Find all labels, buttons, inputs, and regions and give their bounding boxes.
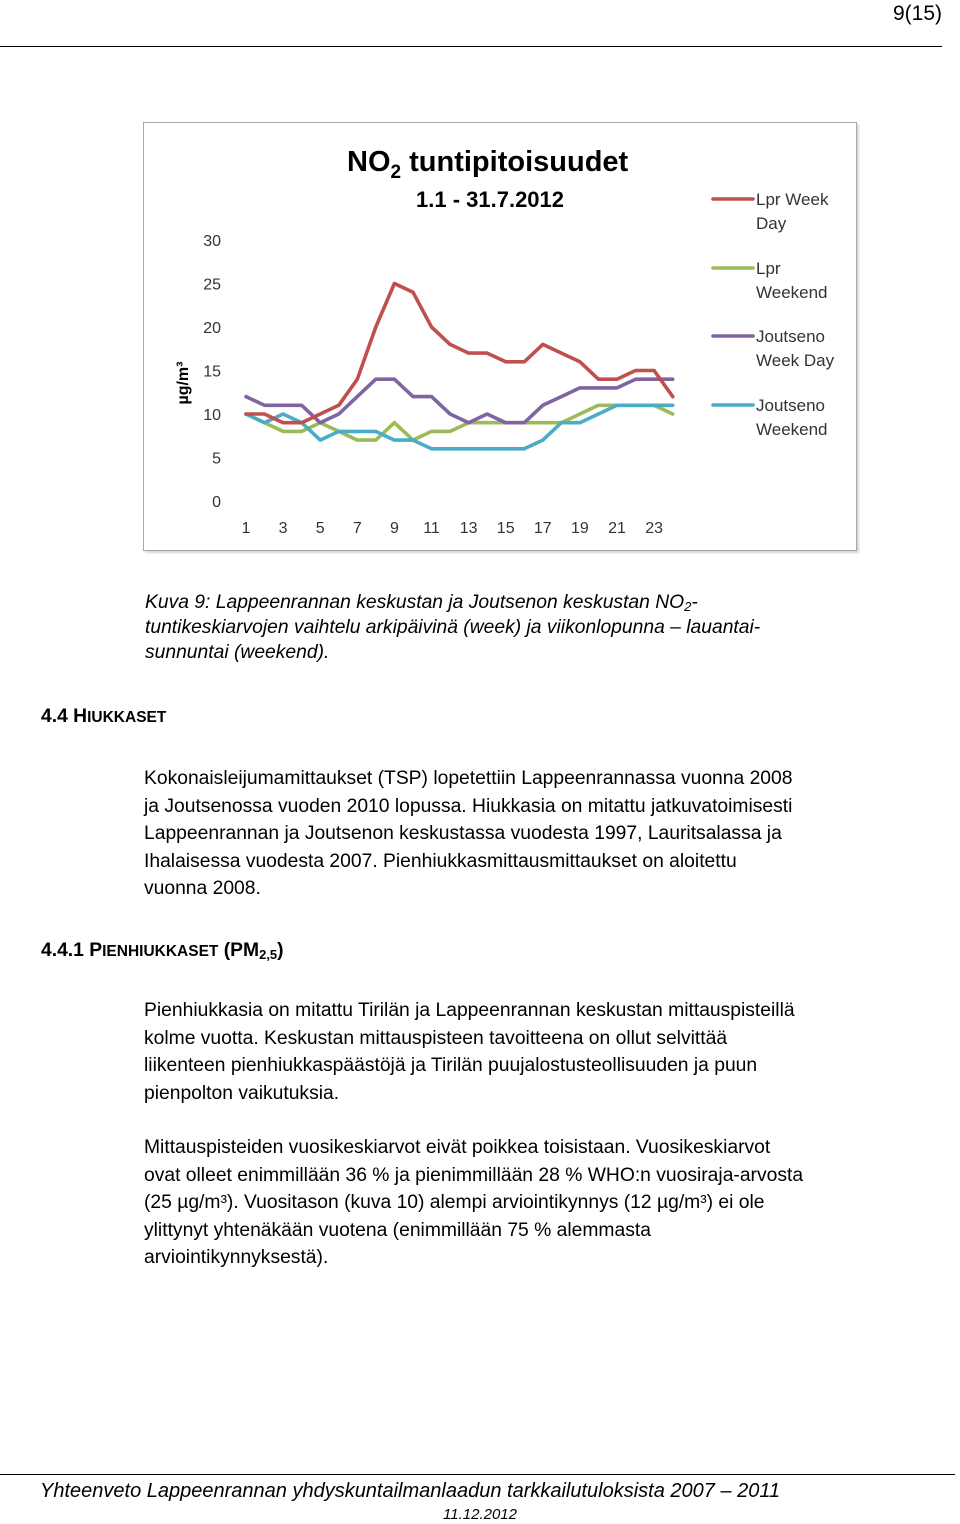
x-tick-label: 5: [315, 520, 325, 537]
chart-title: [347, 146, 629, 183]
para1-line: vuonna 2008.: [144, 878, 261, 899]
y-tick-label: 10: [203, 407, 221, 424]
footer-rule: [0, 1474, 955, 1475]
para3-line: ylittynyt yhtenäkään vuotena (enimmillään 75 % alemmasta: [144, 1219, 651, 1241]
page-number: 9(15): [892, 2, 942, 25]
footer-date: 11.12.2012: [443, 1506, 517, 1523]
x-tick-label: 3: [278, 520, 288, 537]
para1-line: Kokonaisleijumamittaukset (TSP) lopetettiin Lappeenrannassa vuonna 2008: [144, 768, 793, 789]
legend-label: Joutseno: [756, 327, 825, 346]
footer-title: Yhteenveto Lappeenrannan yhdyskuntailmanlaadun tarkkailutuloksista 2007 – 2011: [40, 1480, 781, 1502]
pm-close: ): [277, 940, 284, 961]
para2-line: liikenteen pienhiukkaspäästöjä ja Tirilän puujalostusteollisuuden ja puun: [144, 1055, 758, 1076]
para1-line: Lappeenrannan ja Joutsenon keskustassa vuodesta 1997, Lauritsalassa ja: [144, 823, 782, 844]
x-tick-label: 7: [352, 520, 362, 537]
paragraph-pm-intro: [144, 997, 960, 1107]
section-title-rest: IENHIUKKASET: [102, 943, 219, 960]
y-tick-label: 15: [203, 363, 221, 381]
x-tick-label: 9: [389, 520, 399, 537]
x-tick-label: 17: [533, 520, 552, 537]
no2-chart: [143, 122, 857, 551]
x-tick-label: 15: [496, 520, 515, 537]
section-initial: H: [73, 706, 88, 727]
x-tick-label: 23: [645, 520, 663, 537]
section-heading-4-4-1: [41, 940, 284, 962]
legend-label: Weekend: [756, 283, 828, 302]
chart-title-subscript: 2: [390, 162, 402, 183]
chart-canvas: [144, 123, 856, 550]
para2-line: Pienhiukkasia on mitattu Tirilän ja Lappeenrannan keskustan mittauspisteillä: [144, 1000, 795, 1021]
x-tick-label: 1: [241, 520, 251, 537]
section-number: 4.4.1: [41, 940, 90, 961]
y-axis-label: µg/m³: [175, 361, 192, 405]
caption-text-1: Kuva 9: Lappeenrannan keskustan ja Joutsenon keskustan NO: [145, 592, 685, 613]
para1-line: ja Joutsenossa vuoden 2010 lopussa. Hiukkasia on mitattu jatkuvatoimisesti: [144, 795, 793, 817]
chart-subtitle: 1.1 - 31.7.2012: [416, 187, 565, 212]
paragraph-tsp: [144, 765, 960, 903]
legend-label: Joutseno: [756, 396, 825, 415]
legend-label: Lpr: [756, 259, 781, 278]
x-tick-label: 11: [423, 520, 440, 537]
caption-line-2: tuntikeskiarvojen vaihtelu arkipäivinä (week) ja viikonlopunna – lauantai-: [145, 617, 761, 638]
legend-label: Day: [756, 214, 787, 233]
section-title-rest: IUKKASET: [87, 709, 167, 726]
chart-title-rest: tuntipitoisuudet: [401, 146, 629, 178]
para3-line: Mittauspisteiden vuosikeskiarvot eivät poikkea toisistaan. Vuosikeskiarvot: [144, 1137, 771, 1158]
caption-line-3: sunnuntai (weekend).: [145, 642, 330, 663]
legend-label: Week Day: [756, 351, 835, 370]
y-tick-label: 0: [212, 494, 221, 511]
y-tick-label: 25: [203, 276, 221, 294]
para3-line: arviointikynnyksestä).: [144, 1247, 329, 1268]
figure-caption: [145, 590, 945, 665]
section-initial: P: [89, 940, 103, 961]
pm-label: (PM: [218, 940, 260, 961]
paragraph-pm-results: [144, 1134, 960, 1272]
legend-label: Lpr Week: [756, 190, 829, 209]
section-number: 4.4: [41, 706, 74, 727]
caption-line-1: [145, 590, 945, 615]
series-line-joutseno-week-day: [246, 379, 673, 423]
y-tick-label: 5: [212, 450, 221, 468]
caption-subscript: 2: [684, 599, 692, 614]
x-tick-label: 13: [459, 520, 478, 537]
y-tick-label: 20: [203, 320, 221, 337]
para2-line: pienpolton vaikutuksia.: [144, 1082, 340, 1104]
para3-line: ovat olleet enimmillään 36 % ja pienimmillään 28 % WHO:n vuosiraja-arvosta: [144, 1164, 804, 1186]
para2-line: kolme vuotta. Keskustan mittauspisteen tavoitteena on ollut selvittää: [144, 1027, 728, 1049]
legend-label: Weekend: [756, 420, 828, 439]
para1-line: Ihalaisessa vuodesta 2007. Pienhiukkasmittausmittaukset on aloitettu: [144, 850, 737, 872]
x-tick-label: 19: [571, 520, 589, 537]
caption-hyphen: -: [691, 592, 698, 613]
header-rule: [0, 46, 942, 47]
x-tick-label: 21: [608, 520, 626, 537]
series-line-lpr-week-day: [246, 284, 673, 423]
y-tick-label: 30: [203, 233, 221, 250]
chart-title-main: NO: [347, 146, 391, 178]
para3-line: (25 µg/m³). Vuositason (kuva 10) alempi arviointikynnys (12 µg/m³) ei ole: [144, 1192, 765, 1213]
section-heading-4-4: [41, 706, 166, 728]
pm-subscript: 2,5: [259, 947, 278, 962]
